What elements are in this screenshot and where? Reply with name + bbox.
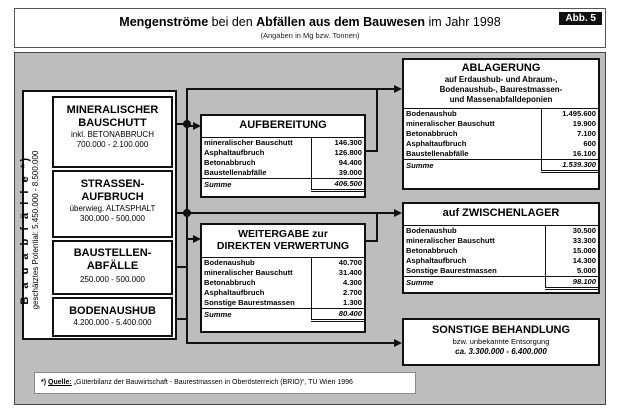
- table-row: Asphaltaufbruch 2.700: [204, 288, 362, 297]
- aufbereitung-table: [202, 138, 364, 192]
- table-row: Asphaltaufbruch 126.800: [204, 148, 362, 157]
- table-row: Betonabbruch 94.400: [204, 158, 362, 167]
- source-bodenaushub: BODENAUSHUB 4.200.000 - 5.400.000: [52, 297, 173, 337]
- table-row: Bodenaushub 30.500: [406, 226, 596, 235]
- flow-line-sonstige: [186, 342, 394, 344]
- flow-line: [376, 88, 378, 152]
- arrow-to-zwischenlager: [394, 209, 402, 217]
- table-row: Betonabbruch 7.100: [406, 129, 596, 138]
- sources-vertical-label: B a u a b f ä l l e *) geschätztes Potential: 5.450.000 - 8.500.000: [19, 150, 40, 310]
- table-row: mineralischer Bauschutt 19.900: [406, 119, 596, 128]
- table-row: Baustellenabfälle 16.100: [406, 149, 596, 158]
- flow-line-zwischenlager: [186, 212, 394, 214]
- table-row: mineralischer Bauschutt 31.400: [204, 268, 362, 277]
- diagram-title: Mengenströme bei den Abfällen aus dem Bauwesen im Jahr 1998: [119, 15, 501, 29]
- figure-badge: Abb. 5: [559, 12, 602, 25]
- weitergabe-box: WEITERGABE zur DIREKTEN VERWERTUNG Bodenaushub 40.700 mineralischer Bauschutt 31.400 Betonabbruch 4.300 Asphaltaufbruch 2.700 Sonstige Baurestmassen 1.300 Summe 80.400: [200, 223, 366, 333]
- zwischenlager-table: [404, 226, 598, 290]
- zwischenlager-box: auf ZWISCHENLAGER Bodenaushub 30.500 mineralischer Bauschutt 33.300 Betonabbruch 15.000 Asphaltaufbruch 14.300 Sonstige Baurestmassen 5.000 Summe 98.100: [402, 202, 600, 294]
- aufbereitung-box: AUFBEREITUNG mineralischer Bauschutt 146.300 Asphaltaufbruch 126.800 Betonabbruch 94.400 Baustellenabfälle 39.000 Summe 406.500: [200, 114, 366, 198]
- table-row: Asphaltaufbruch 600: [406, 139, 596, 148]
- flow-line-ablagerung: [186, 88, 394, 90]
- table-row: Bodenaushub 1.495.600: [406, 109, 596, 118]
- table-row: Asphaltaufbruch 14.300: [406, 256, 596, 265]
- sum-row: Summe 98.100: [406, 277, 596, 287]
- table-row: Baustellenabfälle 39.000: [204, 168, 362, 177]
- flow-line: [366, 240, 376, 242]
- sum-row: Summe 1.539.300: [406, 160, 596, 170]
- sum-row: Summe 80.400: [204, 309, 362, 319]
- sonstige-box: SONSTIGE BEHANDLUNG bzw. unbekannte Entsorgung ca. 3.300.000 - 6.400.000: [402, 318, 600, 366]
- arrow-to-ablagerung: [394, 85, 402, 93]
- weitergabe-table: [202, 258, 364, 322]
- ablagerung-table: [404, 109, 598, 173]
- table-row: Sonstige Baurestmassen 1.300: [204, 298, 362, 307]
- source-footnote: *) Quelle: „Güterbilanz der Bauwirtschaft - Baurestmassen in Oberösterreich (BRIO)“, TU Wien 1996: [34, 372, 416, 394]
- table-row: mineralischer Bauschutt 33.300: [406, 236, 596, 245]
- title-box: [14, 8, 606, 48]
- table-row: Betonabbruch 15.000: [406, 246, 596, 255]
- source-mineralischer-bauschutt: MINERALISCHER BAUSCHUTT inkl. BETONABBRUCH 700.000 - 2.100.000: [52, 96, 173, 168]
- flow-line: [376, 212, 378, 242]
- ablagerung-box: ABLAGERUNG auf Erdaushub- und Abraum-, Bodenaushub-, Baurestmassen- und Massenabfalldeponien Bodenaushub 1.495.600 mineralischer Bauschutt 19.900 Betonabbruch 7.100 Asphaltaufbruch 600 Baustellenabfälle 16.100 Summe 1.539.300: [402, 58, 600, 190]
- table-row: Sonstige Baurestmassen 5.000: [406, 266, 596, 275]
- diagram-subtitle: (Angaben in Mg bzw. Tonnen): [260, 31, 360, 40]
- table-row: Betonabbruch 4.300: [204, 278, 362, 287]
- source-baustellenabfaelle: BAUSTELLEN- ABFÄLLE 250.000 - 500.000: [52, 240, 173, 295]
- junction-dot: [183, 209, 191, 217]
- source-strassenaufbruch: STRASSEN- AUFBRUCH überwieg. ALTASPHALT 300.000 - 500.000: [52, 170, 173, 238]
- sum-row: Summe 406.500: [204, 179, 362, 189]
- table-row: Bodenaushub 40.700: [204, 258, 362, 267]
- flow-line: [366, 150, 376, 152]
- arrow-to-sonstige: [394, 339, 402, 347]
- table-row: mineralischer Bauschutt 146.300: [204, 138, 362, 147]
